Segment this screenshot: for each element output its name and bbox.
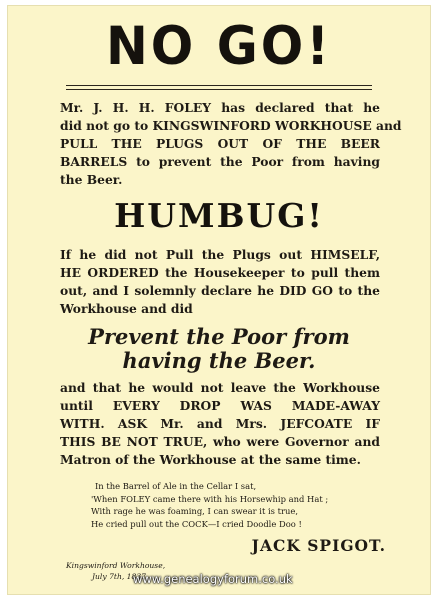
verse-line: 'When FOLEY came there with his Horsewhip and Hat ; bbox=[91, 493, 329, 504]
humbug-heading: HUMBUG! bbox=[114, 196, 324, 235]
text-line: Matron of the Workhouse at the same time. bbox=[60, 452, 361, 467]
text-line: If he did not Pull the Plugs out HIMSELF, bbox=[60, 247, 380, 262]
text-line: BARRELS to prevent the Poor from having bbox=[60, 154, 380, 169]
verse-block bbox=[91, 480, 391, 530]
paragraph-testimony bbox=[60, 379, 380, 469]
text-line: out, and I solemnly declare he DID GO to the bbox=[60, 283, 380, 298]
place-line: Kingswinford Workhouse, bbox=[66, 561, 166, 570]
verse-line: He cried pull out the COCK—I cried Doodle Doo ! bbox=[91, 518, 302, 529]
date-line: July 7th, 1837. bbox=[92, 572, 149, 581]
paragraph-declaration bbox=[60, 99, 402, 189]
text-line: WITH. ASK Mr. and Mrs. JEFCOATE IF bbox=[60, 416, 380, 431]
double-rule-divider bbox=[66, 85, 372, 90]
emphasis-heading bbox=[8, 325, 430, 373]
text-line: until EVERY DROP WAS MADE-AWAY bbox=[60, 398, 380, 413]
emphasis-line: having the Beer. bbox=[122, 348, 316, 373]
site-watermark: www.genealogyforum.co.uk bbox=[133, 572, 293, 586]
verse-line: With rage he was foaming, I can swear it is true, bbox=[91, 506, 299, 516]
text-line: and that he would not leave the Workhouse bbox=[60, 380, 380, 395]
poster bbox=[8, 6, 430, 594]
text-line: Mr. J. H. H. FOLEY has declared that he bbox=[60, 100, 380, 115]
signature: JACK SPIGOT. bbox=[251, 536, 386, 555]
text-line: Workhouse and did bbox=[60, 301, 193, 316]
emphasis-line: Prevent the Poor from bbox=[88, 324, 350, 349]
paragraph-accusation bbox=[60, 246, 380, 318]
text-line: THIS BE NOT TRUE, who were Governor and bbox=[60, 434, 380, 449]
text-line: HE ORDERED the Housekeeper to pull them bbox=[60, 265, 380, 280]
text-line: PULL THE PLUGS OUT OF THE BEER bbox=[60, 136, 380, 151]
text-line: the Beer. bbox=[60, 172, 123, 187]
verse-line: In the Barrel of Ale in the Cellar I sat, bbox=[95, 481, 257, 491]
text-line: did not go to KINGSWINFORD WORKHOUSE and bbox=[60, 118, 402, 133]
poster-title: NO GO! bbox=[105, 15, 333, 77]
